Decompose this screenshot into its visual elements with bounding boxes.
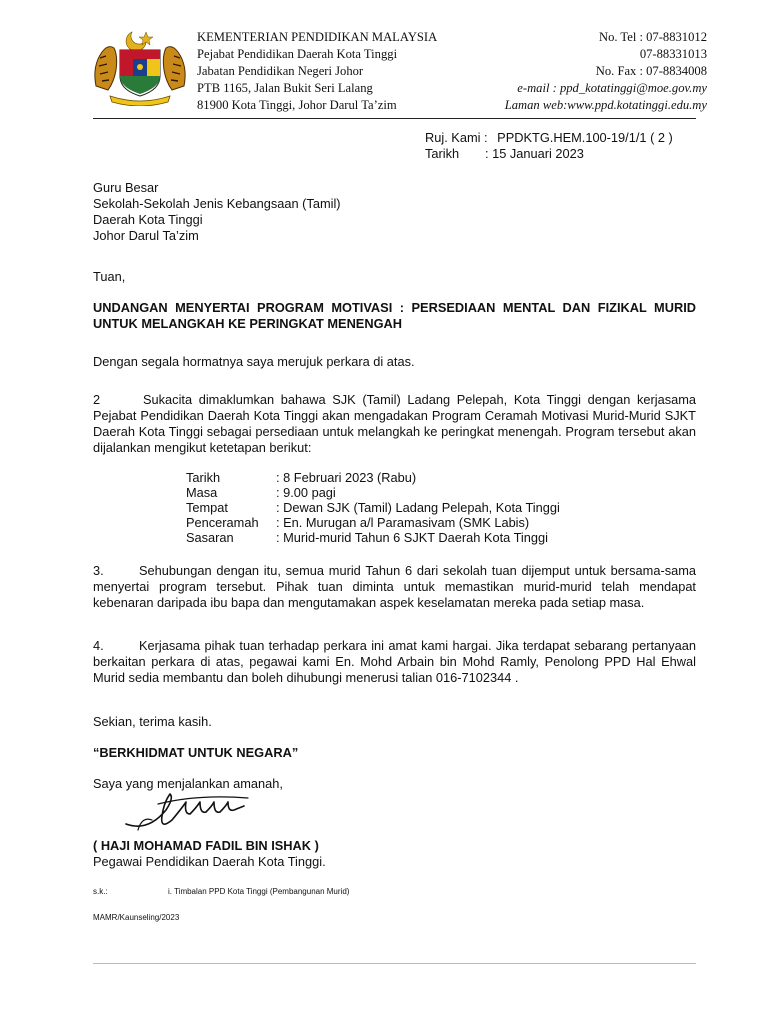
detail-value: : 8 Februari 2023 (Rabu) [276, 470, 417, 485]
ruj-label: Ruj. Kami : [425, 130, 488, 145]
detail-label: Penceramah [186, 515, 259, 530]
motto: “BERKHIDMAT UNTUK NEGARA” [93, 745, 299, 760]
detail-row-penceramah [186, 515, 529, 531]
detail-value: : Dewan SJK (Tamil) Ladang Pelepah, Kota Tinggi [276, 500, 560, 515]
postcode-line: 81900 Kota Tinggi, Johor Darul Ta’zim [197, 98, 397, 112]
paragraph-text: Sehubungan dengan itu, semua murid Tahun 6 dari sekolah tuan dijemput untuk bersama-sama menyertai program tersebut. Pihak tuan diminta untuk memastikan murid-murid telah mendapat kebenaran daripada ibu bapa dan mengutamakan aspek keselamatan mereka pada setiap masa. [93, 563, 696, 610]
detail-label: Sasaran [186, 530, 234, 545]
file-reference: MAMR/Kaunseling/2023 [93, 913, 180, 922]
office-name: Pejabat Pendidikan Daerah Kota Tinggi [197, 47, 398, 61]
paragraph-2 [93, 392, 696, 456]
detail-row-sasaran [186, 530, 548, 546]
phone-line: No. Tel : 07-8831012 [598, 30, 707, 44]
amanah-line: Saya yang menjalankan amanah, [93, 776, 283, 791]
detail-value: : 9.00 pagi [276, 485, 336, 500]
address-line: PTB 1165, Jalan Bukit Seri Lalang [197, 81, 373, 95]
detail-value: : Murid-murid Tahun 6 SJKT Daerah Kota Tinggi [276, 530, 548, 545]
recipient-line: Johor Darul Ta’zim [93, 228, 199, 243]
recipient-block [93, 180, 341, 244]
detail-row-tarikh [186, 470, 416, 486]
closing-line: Sekian, terima kasih. [93, 714, 212, 729]
reference-block [425, 130, 673, 162]
detail-value: : En. Murugan a/l Paramasivam (SMK Labis) [276, 515, 530, 530]
header-divider [93, 118, 696, 119]
detail-label: Masa [186, 485, 218, 500]
detail-label: Tarikh [186, 470, 221, 485]
tarikh-value: : 15 Januari 2023 [485, 146, 584, 161]
recipient-line: Sekolah-Sekolah Jenis Kebangsaan (Tamil) [93, 196, 341, 211]
sk-item: i. Timbalan PPD Kota Tinggi (Pembangunan Murid) [168, 887, 350, 896]
email-line: e-mail : ppd_kotatinggi@moe.gov.my [517, 81, 707, 95]
detail-label: Tempat [186, 500, 228, 515]
phone-line-2: 07-88331013 [639, 47, 707, 61]
detail-row-masa [186, 485, 336, 501]
signatory-name: ( HAJI MOHAMAD FADIL BIN ISHAK ) [93, 838, 319, 853]
paragraph-4 [93, 638, 696, 686]
recipient-line: Guru Besar [93, 180, 159, 195]
paragraph-number: 3. [93, 563, 104, 578]
tarikh-label: Tarikh [425, 146, 460, 161]
coat-of-arms-logo [88, 26, 192, 106]
salutation: Tuan, [93, 269, 126, 284]
paragraph-number: 2 [93, 392, 101, 407]
signatory-title: Pegawai Pendidikan Daerah Kota Tinggi. [93, 854, 326, 869]
ruj-value: PPDKTG.HEM.100-19/1/1 ( 2 ) [497, 130, 673, 145]
paragraph-number: 4. [93, 638, 104, 653]
signature [118, 780, 318, 840]
paragraph-text: Kerjasama pihak tuan terhadap perkara ini amat kami hargai. Jika terdapat sebarang pertanyaan berkaitan perkara di atas, pegawai kami En. Mohd Arbain bin Mohd Ramly, Penolong PPD Hal Ehwal Murid sedia membantu dan boleh dihubungi menerusi talian 016-7102344 . [93, 638, 696, 685]
recipient-line: Daerah Kota Tinggi [93, 212, 203, 227]
ministry-name: KEMENTERIAN PENDIDIKAN MALAYSIA [197, 30, 438, 44]
footer-divider [93, 963, 696, 964]
paragraph-text: Sukacita dimaklumkan bahawa SJK (Tamil) Ladang Pelepah, Kota Tinggi dengan kerjasama Pejabat Pendidikan Daerah Kota Tinggi akan mengadakan Program Ceramah Motivasi Murid-Murid SJKT Daerah Kota Tinggi sebagai persediaan untuk melangkah ke peringkat menengah. Program tersebut akan dijalankan mengikut ketetapan berikut: [93, 392, 696, 455]
letter-subject: UNDANGAN MENYERTAI PROGRAM MOTIVASI : PERSEDIAAN MENTAL DAN FIZIKAL MURID UNTUK MELANGKAH KE PERINGKAT MENENGAH [93, 300, 696, 331]
paragraph-3 [93, 563, 696, 611]
department-name: Jabatan Pendidikan Negeri Johor [197, 64, 364, 78]
detail-row-tempat [186, 500, 560, 516]
website-line: Laman web:www.ppd.kotatinggi.edu.my [504, 98, 707, 112]
letterhead-contacts [420, 29, 707, 114]
paragraph-1: Dengan segala hormatnya saya merujuk perkara di atas. [93, 354, 415, 369]
sk-label: s.k.: [93, 887, 108, 896]
fax-line: No. Fax : 07-8834008 [595, 64, 707, 78]
letterhead-address [197, 29, 437, 114]
